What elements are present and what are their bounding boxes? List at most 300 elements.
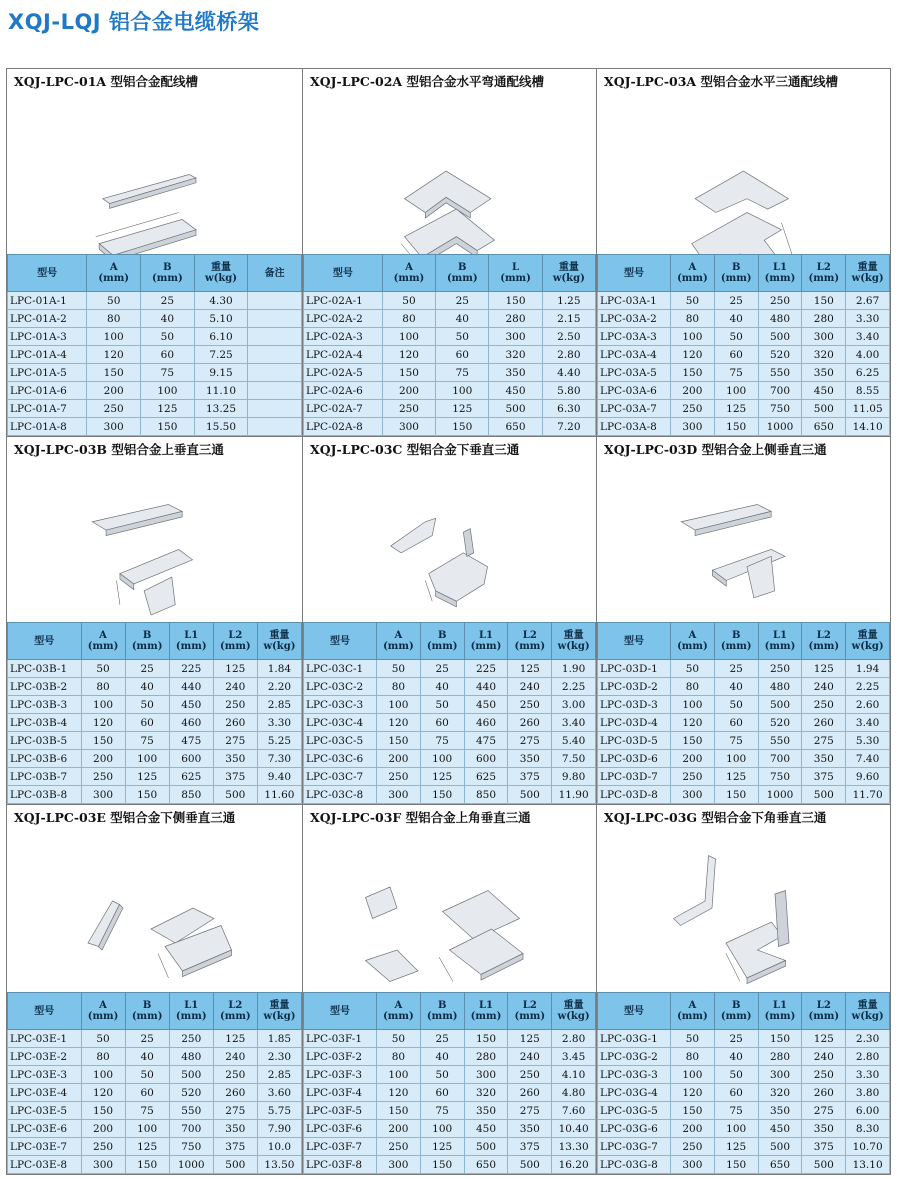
model-cell: LPC-03E-4 bbox=[8, 1084, 82, 1102]
column-header: A (mm) bbox=[81, 993, 125, 1030]
model-cell: LPC-02A-4 bbox=[304, 346, 383, 364]
model-cell: LPC-03D-7 bbox=[598, 768, 671, 786]
value-cell: 120 bbox=[671, 346, 715, 364]
product-diagram bbox=[597, 831, 890, 992]
value-cell: 7.30 bbox=[257, 750, 301, 768]
model-cell: LPC-03F-7 bbox=[304, 1138, 377, 1156]
model-cell: LPC-03G-1 bbox=[598, 1030, 671, 1048]
value-cell: 150 bbox=[436, 418, 489, 436]
model-cell: LPC-01A-5 bbox=[8, 364, 87, 382]
panel-title: XQJ-LPC-02A 型铝合金水平弯通配线槽 bbox=[310, 74, 544, 89]
value-cell: 150 bbox=[382, 364, 435, 382]
value-cell: 2.60 bbox=[846, 696, 890, 714]
value-cell: 5.25 bbox=[257, 732, 301, 750]
value-cell: 8.55 bbox=[846, 382, 890, 400]
value-cell: 100 bbox=[81, 696, 125, 714]
value-cell: 520 bbox=[758, 714, 802, 732]
value-cell: 2.80 bbox=[552, 1030, 596, 1048]
table-row bbox=[304, 786, 596, 804]
value-cell: 440 bbox=[169, 678, 213, 696]
value-cell: 80 bbox=[81, 1048, 125, 1066]
value-cell: 3.45 bbox=[552, 1048, 596, 1066]
model-cell: LPC-03B-3 bbox=[8, 696, 82, 714]
value-cell: 150 bbox=[420, 786, 464, 804]
value-cell: 250 bbox=[671, 768, 715, 786]
value-cell: 440 bbox=[464, 678, 508, 696]
table-row bbox=[8, 1138, 302, 1156]
value-cell: 750 bbox=[758, 400, 802, 418]
value-cell: 850 bbox=[169, 786, 213, 804]
value-cell: 1.84 bbox=[257, 660, 301, 678]
model-cell: LPC-03C-2 bbox=[304, 678, 377, 696]
column-header: L1 (mm) bbox=[758, 255, 802, 292]
value-cell: 150 bbox=[464, 1030, 508, 1048]
value-cell: 40 bbox=[714, 678, 758, 696]
value-cell: 150 bbox=[671, 1102, 715, 1120]
value-cell: 375 bbox=[213, 768, 257, 786]
value-cell: 480 bbox=[169, 1048, 213, 1066]
column-header: A (mm) bbox=[87, 255, 141, 292]
value-cell: 250 bbox=[671, 1138, 715, 1156]
value-cell: 3.60 bbox=[257, 1084, 301, 1102]
model-cell: LPC-03F-4 bbox=[304, 1084, 377, 1102]
value-cell: 350 bbox=[802, 1120, 846, 1138]
value-cell: 2.30 bbox=[257, 1048, 301, 1066]
value-cell: 150 bbox=[141, 418, 195, 436]
table-row bbox=[598, 1120, 890, 1138]
value-cell: 50 bbox=[420, 696, 464, 714]
value-cell: 60 bbox=[125, 1084, 169, 1102]
table-row bbox=[8, 786, 302, 804]
table-header-row bbox=[598, 623, 890, 660]
value-cell: 13.10 bbox=[846, 1156, 890, 1174]
model-cell: LPC-03C-5 bbox=[304, 732, 377, 750]
value-cell: 125 bbox=[714, 768, 758, 786]
value-cell: 450 bbox=[802, 382, 846, 400]
product-panel bbox=[596, 436, 891, 805]
value-cell: 25 bbox=[420, 1030, 464, 1048]
table-row bbox=[304, 1030, 596, 1048]
value-cell: 50 bbox=[125, 696, 169, 714]
value-cell: 750 bbox=[169, 1138, 213, 1156]
table-row bbox=[598, 1048, 890, 1066]
table-row bbox=[304, 310, 596, 328]
table-row bbox=[8, 364, 302, 382]
value-cell: 500 bbox=[508, 786, 552, 804]
value-cell: 550 bbox=[169, 1102, 213, 1120]
value-cell: 250 bbox=[671, 400, 715, 418]
value-cell: 450 bbox=[758, 1120, 802, 1138]
model-cell: LPC-02A-8 bbox=[304, 418, 383, 436]
product-diagram bbox=[303, 463, 596, 622]
model-cell: LPC-03A-8 bbox=[598, 418, 671, 436]
value-cell: 280 bbox=[489, 310, 542, 328]
value-cell: 250 bbox=[802, 1066, 846, 1084]
column-header: 型号 bbox=[8, 623, 82, 660]
panel-title: XQJ-LPC-03G 型铝合金下角垂直三通 bbox=[604, 810, 827, 825]
value-cell: 475 bbox=[169, 732, 213, 750]
panel-title: XQJ-LPC-03B 型铝合金上垂直三通 bbox=[14, 442, 224, 457]
value-cell: 240 bbox=[508, 1048, 552, 1066]
column-header: 型号 bbox=[598, 993, 671, 1030]
table-row bbox=[598, 400, 890, 418]
value-cell: 350 bbox=[464, 1102, 508, 1120]
column-header: 型号 bbox=[8, 255, 87, 292]
column-header: L2 (mm) bbox=[508, 993, 552, 1030]
table-header-row bbox=[304, 993, 596, 1030]
value-cell: 50 bbox=[141, 328, 195, 346]
value-cell: 5.75 bbox=[257, 1102, 301, 1120]
value-cell: 6.30 bbox=[542, 400, 595, 418]
value-cell: 4.40 bbox=[542, 364, 595, 382]
value-cell: 500 bbox=[758, 328, 802, 346]
value-cell: 50 bbox=[125, 1066, 169, 1084]
value-cell: 11.05 bbox=[846, 400, 890, 418]
value-cell: 260 bbox=[213, 1084, 257, 1102]
model-cell: LPC-03A-2 bbox=[598, 310, 671, 328]
value-cell bbox=[248, 310, 302, 328]
value-cell: 240 bbox=[802, 1048, 846, 1066]
model-cell: LPC-03G-6 bbox=[598, 1120, 671, 1138]
value-cell: 1000 bbox=[169, 1156, 213, 1174]
column-header: 重量 w(kg) bbox=[846, 255, 890, 292]
column-header: A (mm) bbox=[81, 623, 125, 660]
value-cell: 11.60 bbox=[257, 786, 301, 804]
table-row bbox=[598, 364, 890, 382]
value-cell: 200 bbox=[81, 1120, 125, 1138]
table-row bbox=[598, 1066, 890, 1084]
table-row bbox=[304, 364, 596, 382]
model-cell: LPC-02A-1 bbox=[304, 292, 383, 310]
model-cell: LPC-02A-5 bbox=[304, 364, 383, 382]
value-cell: 50 bbox=[81, 1030, 125, 1048]
value-cell: 300 bbox=[671, 1156, 715, 1174]
product-diagram bbox=[303, 831, 596, 992]
value-cell: 4.10 bbox=[552, 1066, 596, 1084]
model-cell: LPC-03D-3 bbox=[598, 696, 671, 714]
table-row bbox=[8, 328, 302, 346]
value-cell: 3.40 bbox=[552, 714, 596, 732]
value-cell: 120 bbox=[671, 714, 715, 732]
value-cell: 100 bbox=[714, 750, 758, 768]
value-cell: 125 bbox=[508, 660, 552, 678]
value-cell: 100 bbox=[420, 750, 464, 768]
table-row bbox=[598, 346, 890, 364]
panel-title: XQJ-LPC-01A 型铝合金配线槽 bbox=[14, 74, 198, 89]
model-cell: LPC-03B-4 bbox=[8, 714, 82, 732]
value-cell: 6.10 bbox=[194, 328, 248, 346]
model-cell: LPC-03E-6 bbox=[8, 1120, 82, 1138]
table-row bbox=[598, 328, 890, 346]
value-cell: 13.50 bbox=[257, 1156, 301, 1174]
model-cell: LPC-03B-5 bbox=[8, 732, 82, 750]
value-cell: 120 bbox=[377, 1084, 421, 1102]
value-cell: 150 bbox=[714, 786, 758, 804]
model-cell: LPC-03A-5 bbox=[598, 364, 671, 382]
value-cell: 280 bbox=[464, 1048, 508, 1066]
value-cell: 125 bbox=[714, 400, 758, 418]
value-cell: 200 bbox=[87, 382, 141, 400]
value-cell: 300 bbox=[802, 328, 846, 346]
value-cell: 11.70 bbox=[846, 786, 890, 804]
value-cell: 850 bbox=[464, 786, 508, 804]
value-cell bbox=[248, 346, 302, 364]
table-row bbox=[598, 750, 890, 768]
value-cell: 275 bbox=[508, 732, 552, 750]
value-cell: 475 bbox=[464, 732, 508, 750]
model-cell: LPC-03E-1 bbox=[8, 1030, 82, 1048]
value-cell: 9.40 bbox=[257, 768, 301, 786]
value-cell: 50 bbox=[714, 1066, 758, 1084]
model-cell: LPC-03E-2 bbox=[8, 1048, 82, 1066]
column-header: L2 (mm) bbox=[508, 623, 552, 660]
value-cell: 200 bbox=[81, 750, 125, 768]
spec-table bbox=[7, 992, 302, 1174]
table-row bbox=[8, 292, 302, 310]
value-cell: 4.00 bbox=[846, 346, 890, 364]
value-cell: 260 bbox=[508, 714, 552, 732]
value-cell: 80 bbox=[671, 1048, 715, 1066]
value-cell: 2.25 bbox=[846, 678, 890, 696]
value-cell: 450 bbox=[489, 382, 542, 400]
value-cell: 200 bbox=[382, 382, 435, 400]
column-header: 型号 bbox=[598, 623, 671, 660]
value-cell: 100 bbox=[714, 1120, 758, 1138]
value-cell: 60 bbox=[714, 714, 758, 732]
table-row bbox=[8, 696, 302, 714]
value-cell: 320 bbox=[464, 1084, 508, 1102]
value-cell: 10.70 bbox=[846, 1138, 890, 1156]
value-cell: 50 bbox=[671, 1030, 715, 1048]
value-cell: 650 bbox=[758, 1156, 802, 1174]
column-header: B (mm) bbox=[420, 623, 464, 660]
value-cell: 100 bbox=[377, 696, 421, 714]
table-row bbox=[8, 1066, 302, 1084]
value-cell: 75 bbox=[125, 732, 169, 750]
value-cell: 260 bbox=[802, 1084, 846, 1102]
value-cell: 2.80 bbox=[542, 346, 595, 364]
value-cell: 75 bbox=[436, 364, 489, 382]
value-cell: 150 bbox=[489, 292, 542, 310]
table-header-row bbox=[8, 623, 302, 660]
value-cell: 250 bbox=[508, 1066, 552, 1084]
value-cell: 300 bbox=[464, 1066, 508, 1084]
value-cell: 250 bbox=[213, 1066, 257, 1084]
value-cell: 75 bbox=[420, 1102, 464, 1120]
value-cell: 200 bbox=[377, 750, 421, 768]
value-cell: 2.20 bbox=[257, 678, 301, 696]
value-cell: 75 bbox=[714, 364, 758, 382]
value-cell: 75 bbox=[714, 1102, 758, 1120]
column-header: B (mm) bbox=[125, 993, 169, 1030]
table-row bbox=[8, 660, 302, 678]
table-row bbox=[8, 1120, 302, 1138]
value-cell: 260 bbox=[213, 714, 257, 732]
value-cell: 500 bbox=[758, 696, 802, 714]
value-cell: 3.30 bbox=[257, 714, 301, 732]
column-header: L1 (mm) bbox=[169, 623, 213, 660]
product-panel bbox=[302, 804, 597, 1175]
value-cell: 5.80 bbox=[542, 382, 595, 400]
model-cell: LPC-01A-6 bbox=[8, 382, 87, 400]
value-cell: 9.60 bbox=[846, 768, 890, 786]
value-cell: 150 bbox=[714, 1156, 758, 1174]
value-cell: 500 bbox=[213, 1156, 257, 1174]
spec-table bbox=[303, 254, 596, 436]
column-header: B (mm) bbox=[420, 993, 464, 1030]
model-cell: LPC-03F-5 bbox=[304, 1102, 377, 1120]
table-row bbox=[598, 696, 890, 714]
value-cell: 11.90 bbox=[552, 786, 596, 804]
value-cell: 300 bbox=[671, 786, 715, 804]
table-row bbox=[8, 1048, 302, 1066]
table-row bbox=[304, 678, 596, 696]
column-header: B (mm) bbox=[125, 623, 169, 660]
model-cell: LPC-03C-6 bbox=[304, 750, 377, 768]
table-row bbox=[304, 1138, 596, 1156]
value-cell: 4.30 bbox=[194, 292, 248, 310]
table-row bbox=[8, 310, 302, 328]
value-cell: 500 bbox=[464, 1138, 508, 1156]
product-diagram bbox=[303, 95, 596, 254]
value-cell: 40 bbox=[125, 678, 169, 696]
column-header: 重量 w(kg) bbox=[846, 623, 890, 660]
table-header-row bbox=[304, 255, 596, 292]
value-cell: 240 bbox=[508, 678, 552, 696]
value-cell: 80 bbox=[87, 310, 141, 328]
value-cell: 1.94 bbox=[846, 660, 890, 678]
model-cell: LPC-03A-4 bbox=[598, 346, 671, 364]
table-row bbox=[8, 750, 302, 768]
product-diagram bbox=[7, 831, 302, 992]
value-cell: 25 bbox=[714, 660, 758, 678]
value-cell: 7.25 bbox=[194, 346, 248, 364]
table-row bbox=[8, 418, 302, 436]
product-panel bbox=[302, 436, 597, 805]
value-cell: 100 bbox=[125, 750, 169, 768]
value-cell: 40 bbox=[141, 310, 195, 328]
table-row bbox=[304, 714, 596, 732]
value-cell: 2.85 bbox=[257, 696, 301, 714]
value-cell: 25 bbox=[436, 292, 489, 310]
value-cell: 50 bbox=[671, 292, 715, 310]
value-cell: 650 bbox=[489, 418, 542, 436]
table-header-row bbox=[8, 255, 302, 292]
model-cell: LPC-03C-8 bbox=[304, 786, 377, 804]
value-cell: 550 bbox=[758, 364, 802, 382]
table-row bbox=[8, 1084, 302, 1102]
value-cell: 450 bbox=[464, 696, 508, 714]
value-cell: 60 bbox=[125, 714, 169, 732]
product-panel bbox=[596, 804, 891, 1175]
value-cell: 80 bbox=[377, 1048, 421, 1066]
value-cell: 11.10 bbox=[194, 382, 248, 400]
column-header: L2 (mm) bbox=[802, 623, 846, 660]
model-cell: LPC-02A-7 bbox=[304, 400, 383, 418]
spec-table bbox=[597, 622, 890, 804]
column-header: 型号 bbox=[304, 623, 377, 660]
value-cell: 5.10 bbox=[194, 310, 248, 328]
value-cell: 5.40 bbox=[552, 732, 596, 750]
model-cell: LPC-01A-8 bbox=[8, 418, 87, 436]
value-cell: 300 bbox=[671, 418, 715, 436]
table-row bbox=[304, 1048, 596, 1066]
value-cell bbox=[248, 328, 302, 346]
table-row bbox=[8, 382, 302, 400]
value-cell: 100 bbox=[377, 1066, 421, 1084]
column-header: L2 (mm) bbox=[802, 993, 846, 1030]
value-cell: 625 bbox=[169, 768, 213, 786]
table-header-row bbox=[598, 255, 890, 292]
column-header: L2 (mm) bbox=[213, 993, 257, 1030]
model-cell: LPC-03F-6 bbox=[304, 1120, 377, 1138]
value-cell: 4.80 bbox=[552, 1084, 596, 1102]
value-cell: 6.00 bbox=[846, 1102, 890, 1120]
value-cell: 80 bbox=[377, 678, 421, 696]
table-row bbox=[304, 768, 596, 786]
value-cell: 125 bbox=[508, 1030, 552, 1048]
model-cell: LPC-03F-3 bbox=[304, 1066, 377, 1084]
product-panel bbox=[6, 436, 303, 805]
model-cell: LPC-03B-2 bbox=[8, 678, 82, 696]
value-cell: 25 bbox=[125, 660, 169, 678]
table-row bbox=[598, 714, 890, 732]
model-cell: LPC-03F-2 bbox=[304, 1048, 377, 1066]
value-cell: 375 bbox=[802, 1138, 846, 1156]
table-row bbox=[8, 1102, 302, 1120]
model-cell: LPC-03D-6 bbox=[598, 750, 671, 768]
product-grid bbox=[6, 68, 890, 1174]
value-cell: 3.30 bbox=[846, 310, 890, 328]
value-cell: 300 bbox=[81, 786, 125, 804]
value-cell: 225 bbox=[169, 660, 213, 678]
value-cell: 100 bbox=[436, 382, 489, 400]
spec-table bbox=[7, 254, 302, 436]
value-cell: 150 bbox=[125, 1156, 169, 1174]
value-cell: 9.80 bbox=[552, 768, 596, 786]
value-cell: 75 bbox=[125, 1102, 169, 1120]
value-cell: 460 bbox=[464, 714, 508, 732]
value-cell: 150 bbox=[758, 1030, 802, 1048]
value-cell: 600 bbox=[169, 750, 213, 768]
value-cell: 625 bbox=[464, 768, 508, 786]
value-cell: 300 bbox=[81, 1156, 125, 1174]
value-cell: 350 bbox=[508, 1120, 552, 1138]
value-cell bbox=[248, 382, 302, 400]
value-cell: 300 bbox=[377, 1156, 421, 1174]
column-header: L1 (mm) bbox=[464, 993, 508, 1030]
value-cell: 120 bbox=[382, 346, 435, 364]
value-cell bbox=[248, 364, 302, 382]
value-cell: 375 bbox=[802, 768, 846, 786]
table-row bbox=[8, 732, 302, 750]
value-cell: 125 bbox=[420, 1138, 464, 1156]
model-cell: LPC-01A-7 bbox=[8, 400, 87, 418]
value-cell: 120 bbox=[87, 346, 141, 364]
value-cell: 350 bbox=[802, 750, 846, 768]
column-header: L1 (mm) bbox=[758, 623, 802, 660]
value-cell: 150 bbox=[377, 732, 421, 750]
model-cell: LPC-03D-4 bbox=[598, 714, 671, 732]
table-row bbox=[598, 1156, 890, 1174]
value-cell: 350 bbox=[213, 750, 257, 768]
column-header: B (mm) bbox=[436, 255, 489, 292]
model-cell: LPC-02A-6 bbox=[304, 382, 383, 400]
value-cell: 3.40 bbox=[846, 328, 890, 346]
value-cell: 100 bbox=[714, 382, 758, 400]
column-header: 型号 bbox=[304, 255, 383, 292]
value-cell: 13.30 bbox=[552, 1138, 596, 1156]
